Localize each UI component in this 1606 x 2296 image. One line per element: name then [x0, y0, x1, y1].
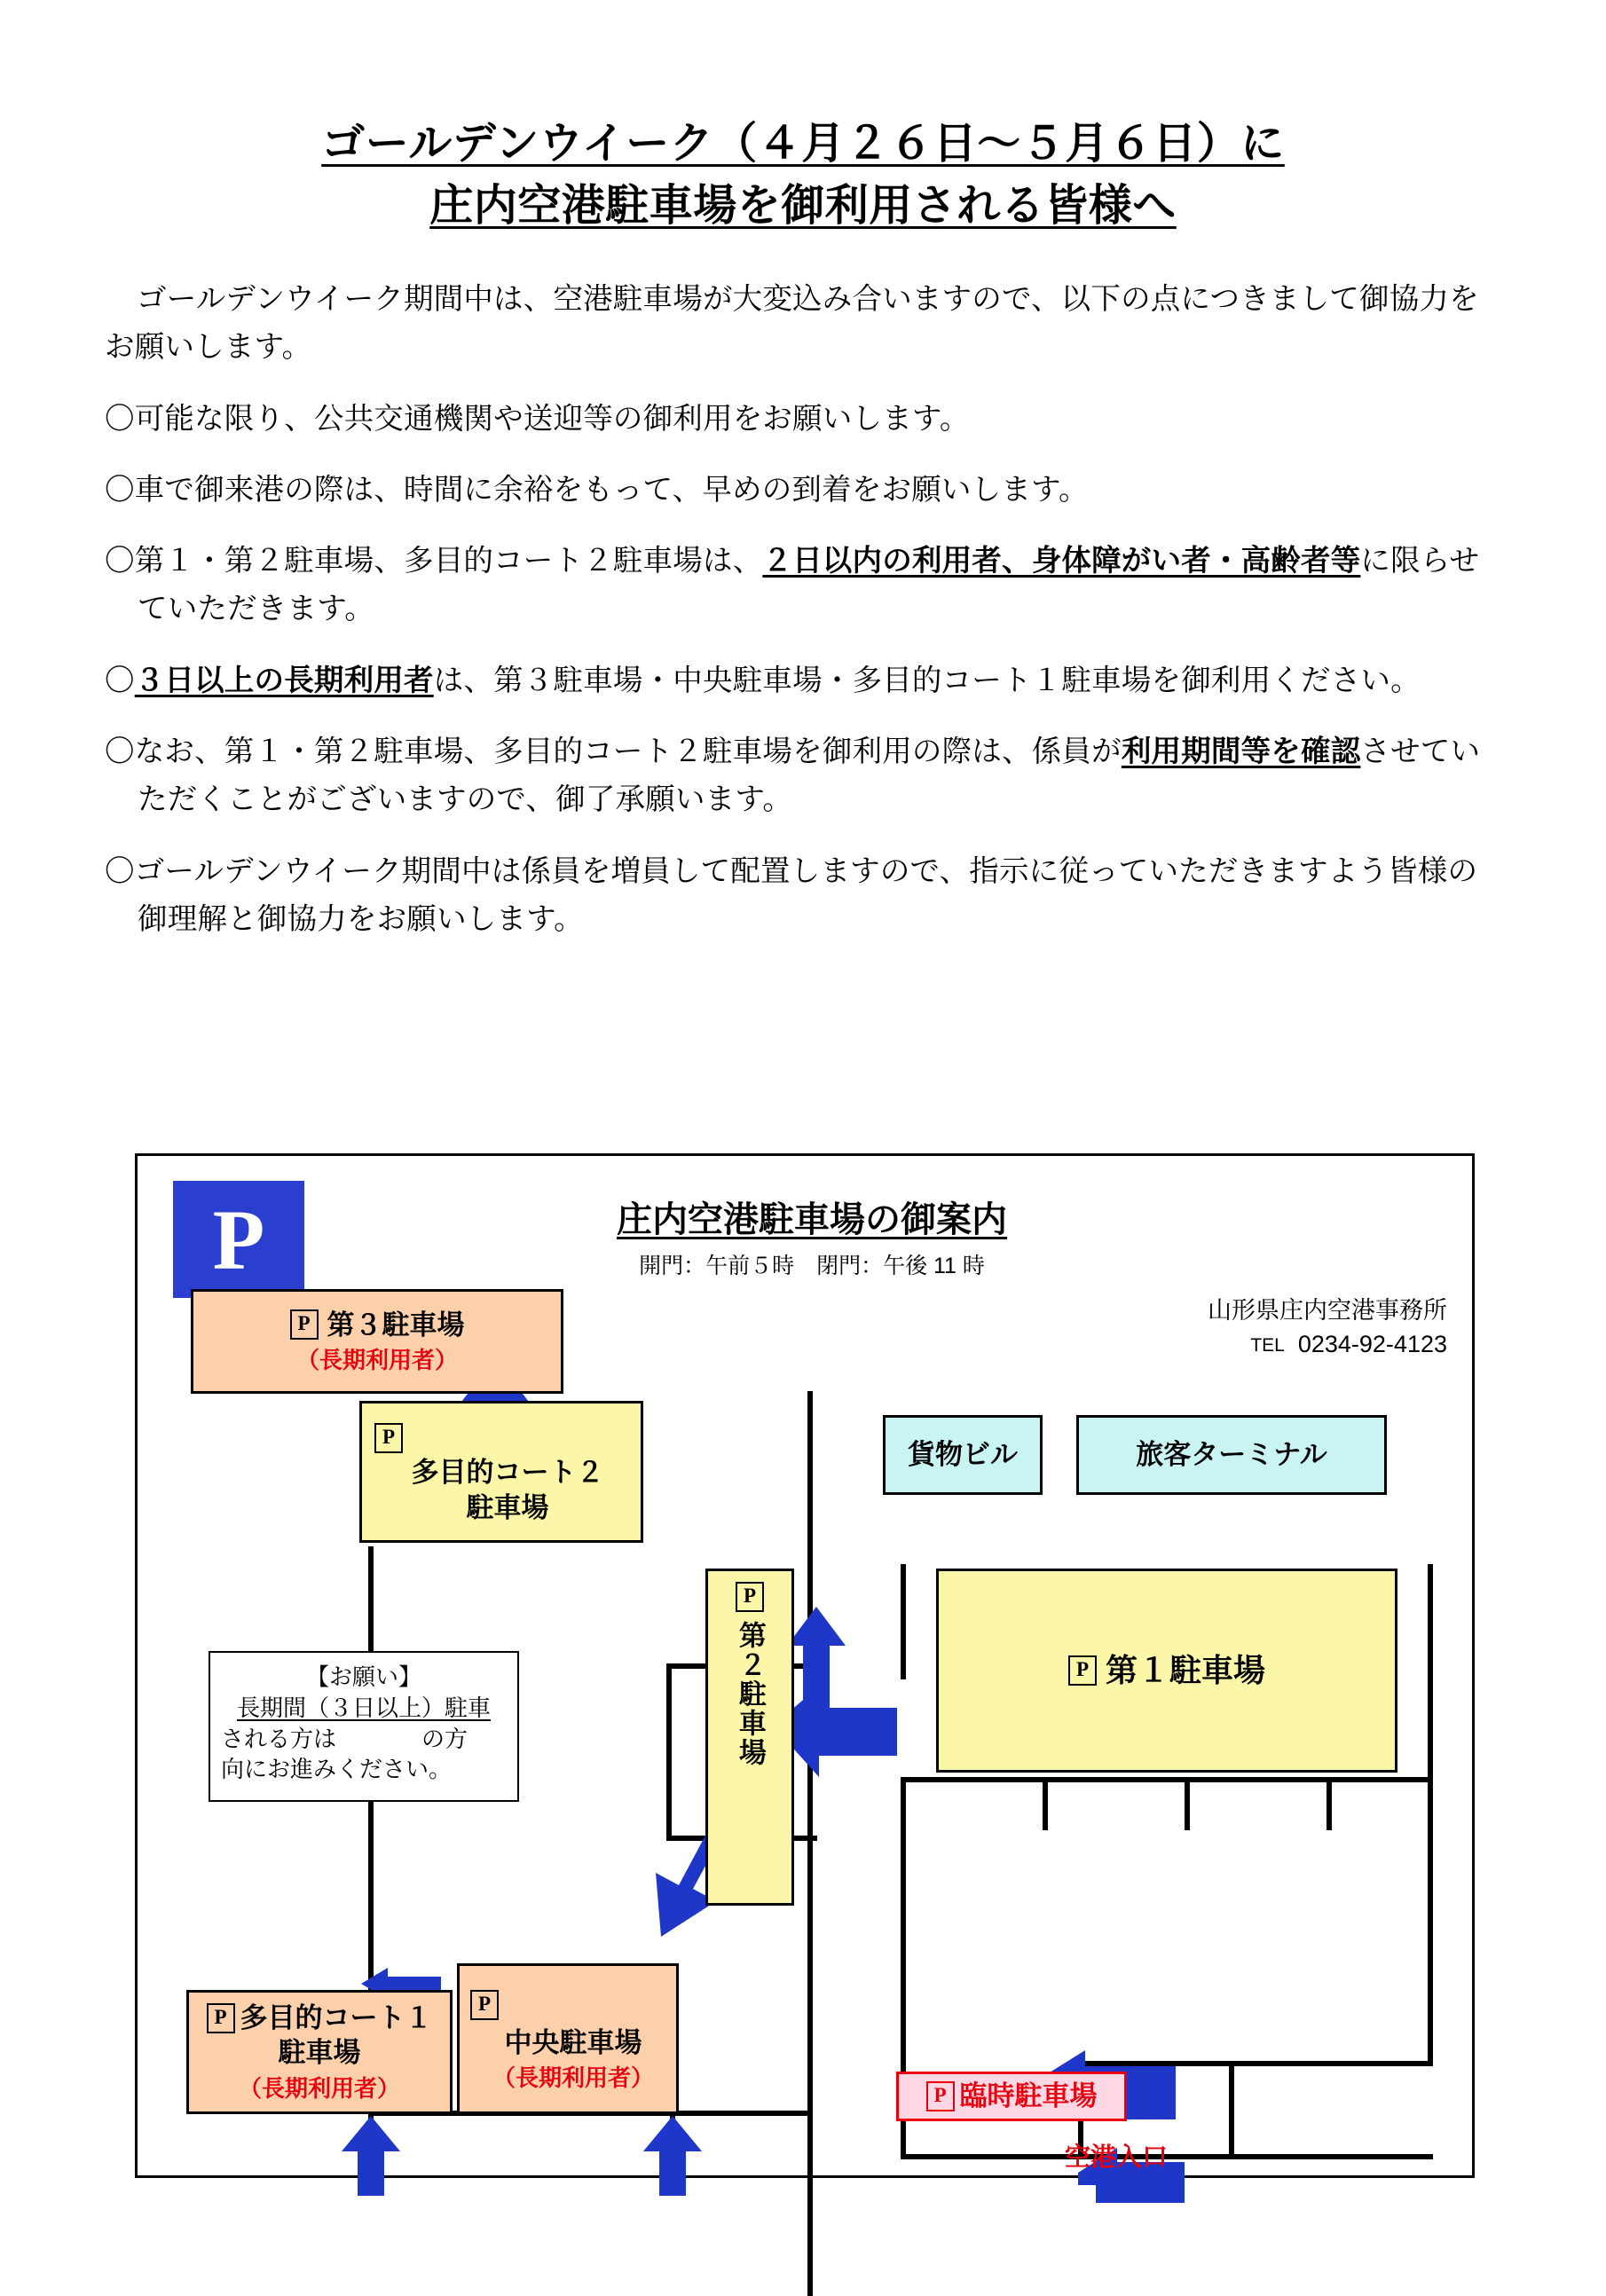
note-line-3 [221, 1724, 507, 1755]
lot-1-name: 第１駐車場 [1105, 1651, 1265, 1688]
bullet-item-2 [105, 467, 1501, 515]
lot-3-title-row [290, 1308, 465, 1343]
lot-2 [705, 1569, 794, 1906]
p-mark-icon: P [290, 1309, 319, 1340]
road-segment [1043, 1777, 1048, 1830]
bullet-text: 〇車で御来港の際は、時間に余裕をもって、早めの到着をお願いします。 [105, 473, 1089, 507]
lot-court2 [359, 1401, 643, 1543]
note-heading: 【お願い】 [305, 1663, 421, 1690]
p-mark-icon: P [374, 1423, 403, 1453]
passenger-terminal-name: 旅客ターミナル [1136, 1439, 1327, 1471]
road-segment [807, 1391, 813, 2296]
bullet-text-emphasis: ３日以上の長期利用者 [134, 664, 434, 697]
title-line-1: ゴールデンウイーク（４月２６日～５月６日）に [321, 120, 1285, 168]
office-name: 山形県庄内空港事務所 [1208, 1297, 1447, 1324]
lot-3-sub: （長期利用者） [295, 1347, 458, 1374]
bullet-text-plain-b: に限らせていただきます。 [138, 545, 1480, 626]
road-segment [1327, 1777, 1332, 1830]
p-mark-icon: P [736, 1582, 764, 1612]
road-segment [1229, 2061, 1234, 2158]
p-mark-icon: P [207, 2003, 235, 2033]
bullet-text-plain: は、第３駐車場・中央駐車場・多目的コート１駐車場を御利用ください。 [433, 664, 1421, 697]
road-segment [1428, 1564, 1433, 2061]
note-line-4: 向にお進みください。 [221, 1756, 453, 1783]
bullet-item-3 [105, 538, 1501, 634]
bullet-text [105, 657, 1501, 705]
parking-p-logo-icon: P [173, 1181, 304, 1298]
lot-court1-name-line2: 駐車場 [278, 2037, 361, 2069]
bullet-item-6 [105, 848, 1501, 945]
arrow-up-court1-icon [342, 2116, 400, 2196]
airport-entrance-label: 空港入口 [1065, 2143, 1169, 2172]
bullet-text: 〇可能な限り、公共交通機関や送迎等の御利用をお願いします。 [105, 402, 970, 436]
bullet-text-emphasis: ２日以内の利用者、身体障がい者・高齢者等 [762, 545, 1361, 578]
bullet-text-plain-a: 〇なお、第１・第２駐車場、多目的コート２駐車場を御利用の際は、係員が [105, 735, 1122, 769]
lot-central [457, 1963, 679, 2114]
p-mark-icon: P [926, 2081, 955, 2111]
tel-label: TEL [1250, 1335, 1285, 1356]
bullet-marker: 〇 [105, 664, 135, 697]
lot-central-sub: （長期利用者） [492, 2064, 654, 2092]
bullet-item-1 [105, 396, 1501, 444]
passenger-terminal [1076, 1415, 1387, 1495]
parking-map [138, 1156, 1472, 2175]
lot-court2-name-line1: 多目的コート２ [411, 1457, 604, 1489]
bullet-text: 〇ゴールデンウイーク期間中は係員を増員して配置しますので、指示に従っていただきますよう皆様の御理解と御協力をお願いします。 [105, 854, 1478, 936]
bullet-item-4 [105, 657, 1501, 705]
note-line-3-a: される方は [221, 1725, 337, 1752]
lot-court2-name-line2: 駐車場 [466, 1492, 549, 1523]
map-hours: 開門：午前５時 閉門：午後 11 時 [639, 1254, 985, 1278]
intro-paragraph: ゴールデンウイーク期間中は、空港駐車場が大変込み合いますので、以下の点につきまして御協力をお願いします。 [105, 283, 1479, 365]
bullet-text-plain-b: させていただくことがございますので、御了承願います。 [138, 735, 1481, 817]
bullet-text-plain-a: 〇第１・第２駐車場、多目的コート２駐車場は、 [105, 545, 763, 578]
tel-number: 0234-92-4123 [1297, 1331, 1447, 1358]
office-tel [1030, 1327, 1447, 1361]
lot-2-name: 第２駐車場 [734, 1621, 766, 1767]
cargo-building-name: 貨物ビル [908, 1439, 1018, 1471]
lot-court1-name: 多目的コート１ [240, 2001, 433, 2033]
lot-court1-title-row [207, 2001, 433, 2036]
lot-temporary-name: 臨時駐車場 [959, 2080, 1098, 2112]
request-note [209, 1651, 519, 1802]
bullet-text-emphasis: 利用期間等を確認 [1121, 735, 1361, 769]
parking-map-figure [135, 1153, 1475, 2178]
note-line-3-b: の方 [421, 1725, 468, 1752]
body-text [105, 276, 1501, 944]
page-title [0, 0, 1606, 237]
p-mark-icon: P [1068, 1655, 1097, 1686]
lot-3 [191, 1289, 563, 1394]
bullet-item-5 [105, 728, 1501, 825]
office-info [1030, 1293, 1447, 1362]
arrow-up-central-icon [643, 2116, 702, 2196]
title-line-2: 庄内空港駐車場を御利用される皆様へ [429, 181, 1177, 230]
lot-central-name: 中央駐車場 [504, 2026, 642, 2058]
note-line-2-underline: 長期間（３日以上）駐車 [236, 1694, 491, 1721]
lot-1 [936, 1569, 1397, 1773]
lot-temporary [896, 2072, 1127, 2121]
note-line-2 [221, 1693, 507, 1724]
road-segment [1185, 1777, 1190, 1830]
map-title: 庄内空港駐車場の御案内 [617, 1200, 1007, 1239]
cargo-building [883, 1415, 1043, 1495]
lot-1-title-row [1068, 1650, 1265, 1691]
road-segment [901, 1564, 906, 1679]
road-segment [901, 1777, 1433, 1782]
p-mark-icon: P [470, 1990, 499, 2020]
bullet-text [105, 728, 1501, 825]
lot-court1 [186, 1990, 453, 2114]
lot-3-name: 第３駐車場 [327, 1309, 465, 1341]
bullet-text [105, 538, 1501, 634]
lot-court1-sub: （長期利用者） [238, 2075, 400, 2103]
